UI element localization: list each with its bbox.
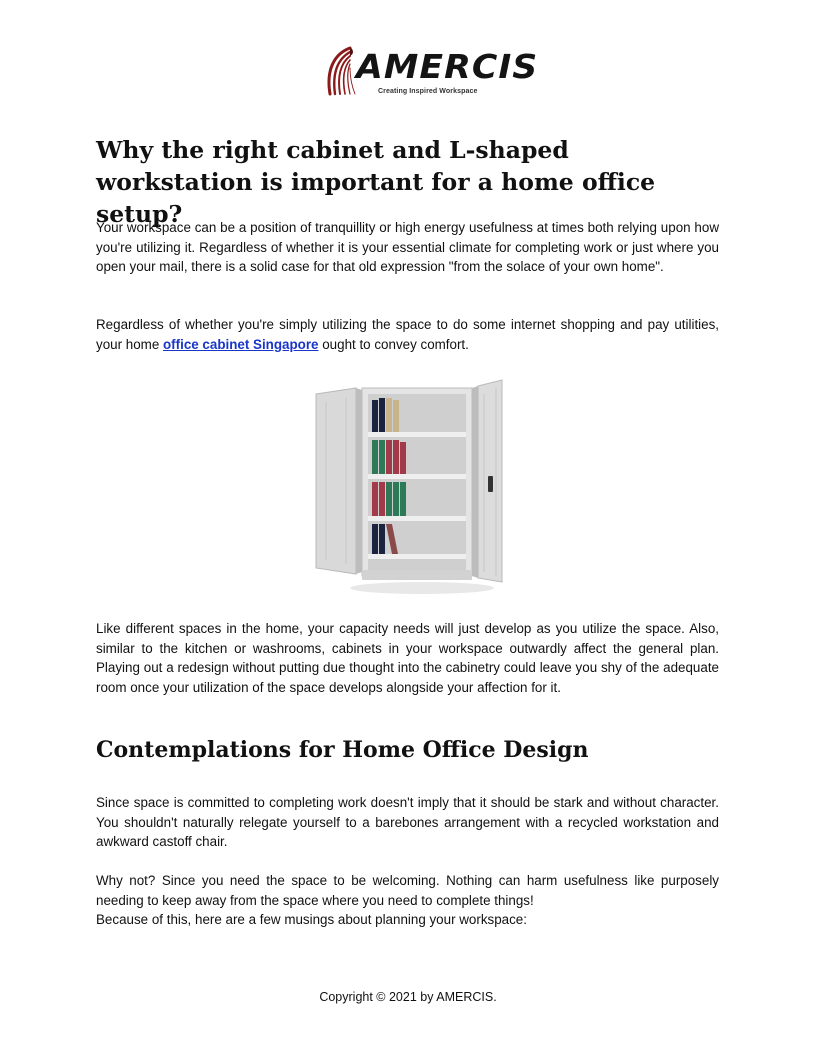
logo-wordmark: AMERCIS <box>356 47 539 86</box>
amercis-logo <box>320 44 539 102</box>
paragraph-link <box>96 315 719 354</box>
logo-tagline: Creating Inspired Workspace <box>378 88 478 95</box>
section-heading: Contemplations for Home Office Design <box>96 737 589 763</box>
paragraph-musings: Because of this, here are a few musings about planning your workspace: <box>96 912 527 927</box>
paragraph-capacity: Like different spaces in the home, your capacity needs will just develop as you utilize the space. Also, similar to the kitchen or washrooms, cabinets in your workspace outwardly affect the general plan. Playing out a redesign without putting due thought into the cabinetry could leave you shy of the adequate room once your utilization of the space develops alongside your affection for it. <box>96 621 719 695</box>
paragraph-intro: Your workspace can be a position of tranquillity or high energy usefulness at times both relying upon how you're utilizing it. Regardless of whether it is your essential climate for completing work or just where you open your mail, there is a solid case for that old expression "from the solace of your own home". <box>96 220 719 274</box>
page-title: Why the right cabinet and L-shaped workstation is important for a home office setup? <box>96 136 656 228</box>
office-cabinet-link[interactable]: office cabinet Singapore <box>163 336 319 352</box>
wing-icon <box>320 44 360 102</box>
cabinet-image <box>312 378 508 596</box>
paragraph-link-before: Regardless of whether you're simply utilizing the space to do some internet shopping and pay utilities, your home <box>96 317 719 352</box>
paragraph-link-after: ought to convey comfort. <box>318 336 469 352</box>
copyright-footer: Copyright © 2021 by AMERCIS. <box>319 990 497 1004</box>
paragraph-welcoming: Why not? Since you need the space to be welcoming. Nothing can harm usefulness like purposely needing to keep away from the space where you need to complete things! <box>96 873 719 908</box>
paragraph-character: Since space is committed to completing work doesn't imply that it should be stark and without character. You shouldn't naturally relegate yourself to a barebones arrangement with a recycled workstation and awkward castoff chair. <box>96 795 719 849</box>
